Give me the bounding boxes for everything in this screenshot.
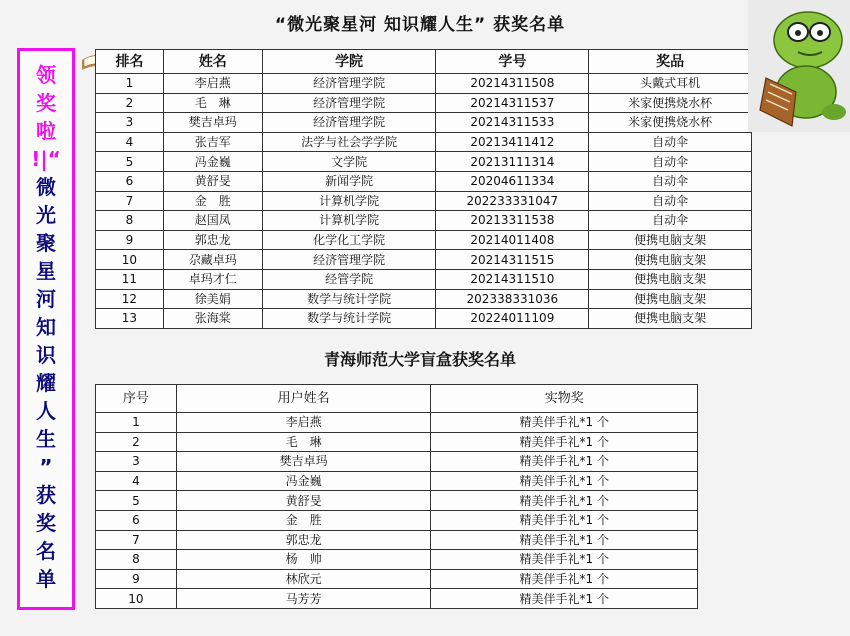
cell-college: 计算机学院 [262,191,436,211]
cell-seq: 7 [96,530,177,550]
table-row [96,93,752,113]
cell-user-name: 杨 帅 [176,550,431,570]
table-row [96,132,752,152]
table-row [96,171,752,191]
table-row [96,550,698,570]
cell-prize: 自动伞 [589,191,752,211]
header-seq: 序号 [96,385,177,413]
cell-user-name: 金 胜 [176,510,431,530]
cell-college: 数学与统计学院 [262,309,436,329]
cell-user-name: 郭忠龙 [176,530,431,550]
cell-student-id: 20214311533 [436,113,589,133]
cell-rank: 7 [96,191,164,211]
blind-box-table [95,384,698,609]
cell-name: 冯金巍 [163,152,262,172]
cell-student-id: 20214011408 [436,230,589,250]
cell-rank: 1 [96,74,164,94]
cell-physical-prize: 精美伴手礼*1 个 [431,452,698,472]
cell-seq: 4 [96,471,177,491]
side-banner-char: 生 [36,427,56,451]
header-name: 姓名 [163,50,262,74]
cell-name: 徐美娟 [163,289,262,309]
cell-college: 化学化工学院 [262,230,436,250]
table-row [96,250,752,270]
page-title: “微光聚星河 知识耀人生” 获奖名单 [274,15,566,35]
cell-seq: 3 [96,452,177,472]
cell-college: 经济管理学院 [262,113,436,133]
cell-prize: 自动伞 [589,152,752,172]
bookworm-reading-icon [748,0,850,132]
cell-physical-prize: 精美伴手礼*1 个 [431,569,698,589]
cell-college: 经济管理学院 [262,93,436,113]
cell-physical-prize: 精美伴手礼*1 个 [431,471,698,491]
cell-prize: 头戴式耳机 [589,74,752,94]
table-row [96,530,698,550]
cell-student-id: 20204611334 [436,171,589,191]
side-banner-char: 人 [36,399,56,423]
table-row [96,191,752,211]
cell-prize: 自动伞 [589,211,752,231]
side-banner-char: 奖 [36,511,56,535]
cell-physical-prize: 精美伴手礼*1 个 [431,510,698,530]
cell-seq: 9 [96,569,177,589]
cell-rank: 13 [96,309,164,329]
side-banner-char: 星 [36,259,56,283]
cell-physical-prize: 精美伴手礼*1 个 [431,432,698,452]
table-row [96,152,752,172]
cell-rank: 12 [96,289,164,309]
cell-prize: 自动伞 [589,132,752,152]
cell-rank: 11 [96,269,164,289]
cell-name: 张海棠 [163,309,262,329]
side-banner-char: ” [39,455,53,479]
table-row [96,413,698,433]
cell-prize: 便携电脑支架 [589,269,752,289]
cell-prize: 便携电脑支架 [589,289,752,309]
award-table [95,49,752,329]
side-banner-char: 获 [36,483,56,507]
cell-rank: 3 [96,113,164,133]
blind-box-title: 青海师范大学盲盒获奖名单 [323,350,516,369]
cell-user-name: 马芳芳 [176,589,431,609]
table-row [96,74,752,94]
cell-student-id: 20214311510 [436,269,589,289]
cell-student-id: 202338331036 [436,289,589,309]
cell-prize: 便携电脑支架 [589,230,752,250]
side-banner-char: 微 [36,175,56,199]
cell-college: 法学与社会学学院 [262,132,436,152]
cell-physical-prize: 精美伴手礼*1 个 [431,413,698,433]
side-banner-char: 单 [36,567,56,591]
table-row [96,269,752,289]
cell-college: 经济管理学院 [262,74,436,94]
side-banner-char: 领 [36,63,56,87]
side-banner-char: 啦 [36,119,56,143]
table-row [96,432,698,452]
cell-student-id: 20214311515 [436,250,589,270]
cell-seq: 2 [96,432,177,452]
table-row [96,510,698,530]
cell-seq: 8 [96,550,177,570]
cell-student-id: 202233331047 [436,191,589,211]
cell-name: 樊吉卓玛 [163,113,262,133]
cell-rank: 4 [96,132,164,152]
cell-rank: 2 [96,93,164,113]
cell-name: 郭忠龙 [163,230,262,250]
cell-college: 数学与统计学院 [262,289,436,309]
side-banner-char: 聚 [36,231,56,255]
header-user-name: 用户姓名 [176,385,431,413]
table-row [96,471,698,491]
table-row [96,309,752,329]
cell-prize: 米家便携烧水杯 [589,93,752,113]
side-banner-char: 识 [36,343,56,367]
cell-user-name: 李启燕 [176,413,431,433]
cell-rank: 5 [96,152,164,172]
side-banner-char: 奖 [36,91,56,115]
cell-name: 卓玛才仁 [163,269,262,289]
cell-college: 经济管理学院 [262,250,436,270]
table-row [96,491,698,511]
cell-physical-prize: 精美伴手礼*1 个 [431,491,698,511]
cell-rank: 8 [96,211,164,231]
cell-seq: 10 [96,589,177,609]
side-banner [17,48,75,610]
side-banner-char: 光 [36,203,56,227]
cell-prize: 便携电脑支架 [589,309,752,329]
cell-name: 黄舒旻 [163,171,262,191]
cell-rank: 6 [96,171,164,191]
side-banner-char: 名 [36,539,56,563]
header-physical-prize: 实物奖 [431,385,698,413]
blind-box-table-header-row [96,385,698,413]
cell-rank: 10 [96,250,164,270]
table-row [96,589,698,609]
cell-college: 文学院 [262,152,436,172]
cell-seq: 6 [96,510,177,530]
table-row [96,113,752,133]
side-banner-char: 知 [36,315,56,339]
cell-college: 计算机学院 [262,211,436,231]
side-banner-char: !|“ [31,147,61,171]
cell-physical-prize: 精美伴手礼*1 个 [431,589,698,609]
table-row [96,211,752,231]
cell-prize: 米家便携烧水杯 [589,113,752,133]
cell-seq: 5 [96,491,177,511]
cell-student-id: 20214311537 [436,93,589,113]
table-row [96,230,752,250]
cell-student-id: 20214311508 [436,74,589,94]
cell-physical-prize: 精美伴手礼*1 个 [431,550,698,570]
cell-name: 李启燕 [163,74,262,94]
side-banner-char: 耀 [36,371,56,395]
header-student-id: 学号 [436,50,589,74]
cell-name: 尕藏卓玛 [163,250,262,270]
header-college: 学院 [262,50,436,74]
table-row [96,289,752,309]
cell-physical-prize: 精美伴手礼*1 个 [431,530,698,550]
cell-name: 赵国凤 [163,211,262,231]
cell-student-id: 20213111314 [436,152,589,172]
table-row [96,569,698,589]
cell-seq: 1 [96,413,177,433]
cell-user-name: 樊吉卓玛 [176,452,431,472]
cell-user-name: 冯金巍 [176,471,431,491]
cell-name: 毛 琳 [163,93,262,113]
cell-college: 新闻学院 [262,171,436,191]
table-row [96,452,698,472]
header-prize: 奖品 [589,50,752,74]
cell-user-name: 林欣元 [176,569,431,589]
side-banner-char: 河 [36,287,56,311]
cell-student-id: 20224011109 [436,309,589,329]
cell-name: 张吉军 [163,132,262,152]
award-table-header-row [96,50,752,74]
cell-rank: 9 [96,230,164,250]
cell-student-id: 20213411412 [436,132,589,152]
cell-user-name: 黄舒旻 [176,491,431,511]
cell-college: 经管学院 [262,269,436,289]
cell-prize: 便携电脑支架 [589,250,752,270]
cell-user-name: 毛 琳 [176,432,431,452]
cell-student-id: 20213311538 [436,211,589,231]
cell-prize: 自动伞 [589,171,752,191]
cell-name: 金 胜 [163,191,262,211]
header-rank: 排名 [96,50,164,74]
